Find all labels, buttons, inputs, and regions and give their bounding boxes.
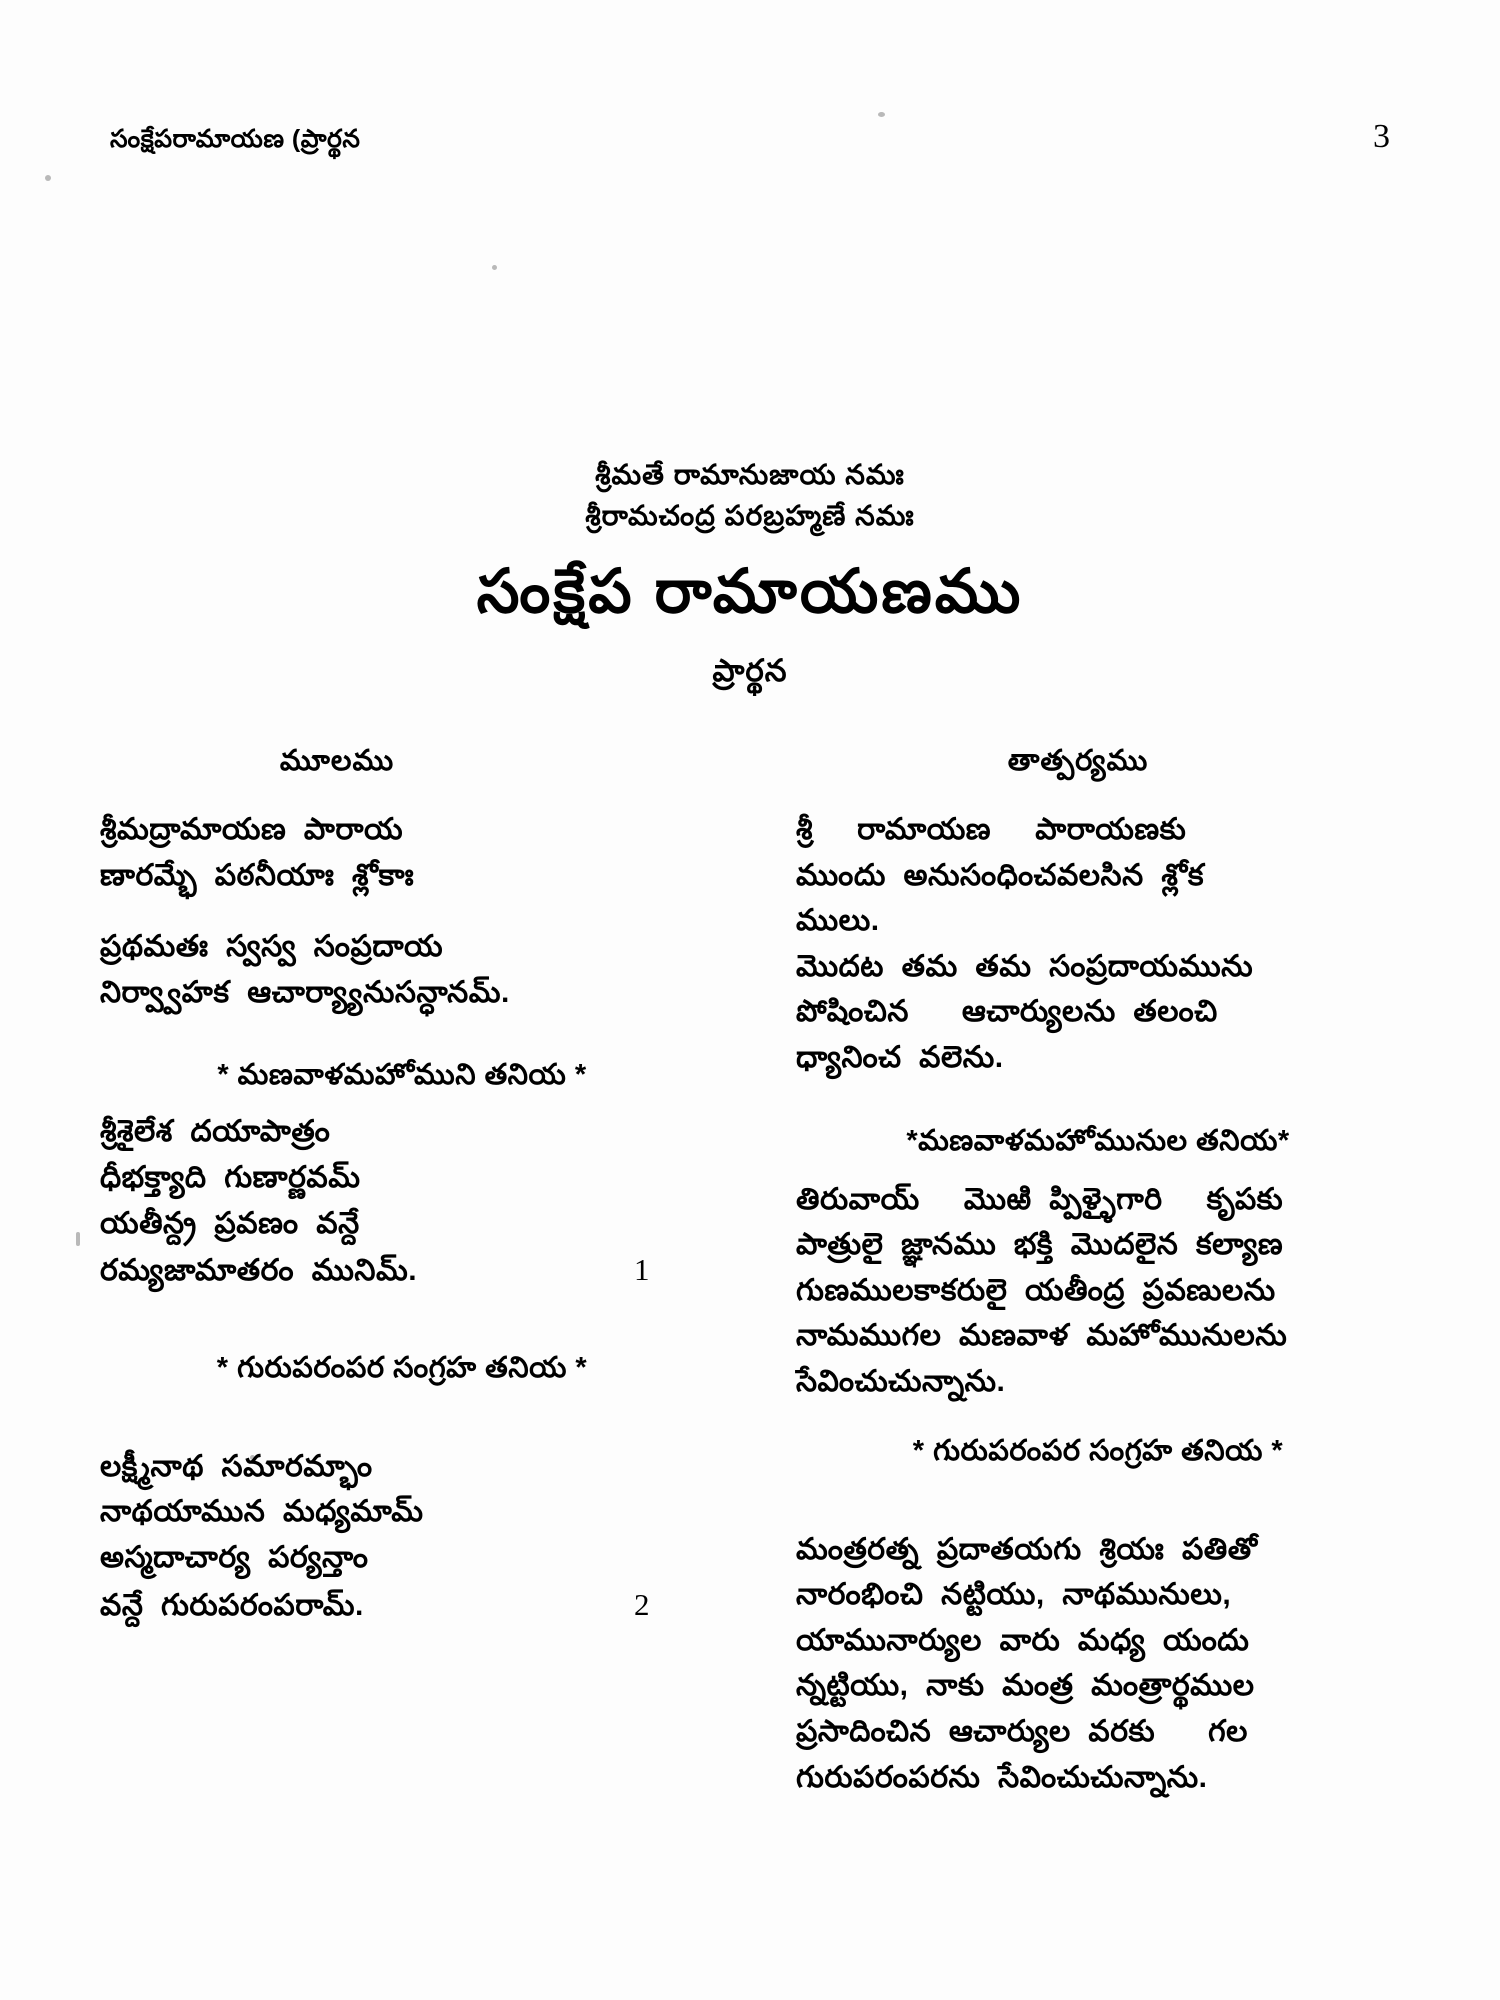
verse-line: శ్రీశైలేశ దయాపాత్రం: [100, 1115, 331, 1149]
column-taatparyamu: [796, 745, 1400, 1800]
heading-guruparampara-tani: * గురుపరంపర సంగ్రహ తనియ *: [216, 1351, 588, 1384]
verse-2: [100, 1444, 704, 1628]
verse-line: మంత్రరత్న ప్రదాతయగు శ్రియః పతితో: [796, 1532, 1258, 1566]
verse-line: ప్రథమతః స్వస్వ సంప్రదాయ: [100, 930, 444, 964]
heading-guruparampara-tani: * గురుపరంపర సంగ్రహ తనియ *: [912, 1434, 1284, 1467]
verse-line: గురుపరంపరను సేవించుచున్నాను.: [796, 1760, 1208, 1794]
verse-line: అస్మదాచార్య పర్యన్తాం: [100, 1540, 369, 1574]
verse-line: పోషించిన ఆచార్యులను తలంచి: [796, 995, 1218, 1029]
running-title: సంక్షేపరామాయణ (ప్రార్థన: [110, 125, 361, 153]
verse-number: 1: [634, 1252, 650, 1288]
scan-speckle: [878, 112, 885, 117]
text-block-prathamatah: [100, 924, 704, 1015]
commentary-1: [796, 1177, 1400, 1405]
verse-line: తిరువాయ్ మొఱి ప్పిళ్ళైగారి కృపకు: [796, 1182, 1284, 1216]
text-block-intro: [100, 807, 704, 898]
scan-speckle: [45, 175, 51, 181]
body-columns: [100, 745, 1400, 1800]
text-block-prathamatah: [796, 944, 1400, 1081]
verse-line: శ్రీ రామాయణ పారాయణకు: [796, 813, 1187, 846]
verse-line: నిర్వ్వాహక ఆచార్య్యానుసన్ధానమ్.: [100, 975, 510, 1009]
verse-line: ములు.: [796, 904, 880, 938]
invocation-line-1: శ్రీమతే రామానుజాయ నమః: [595, 459, 905, 490]
verse-line: పాత్రులై జ్ఞానము భక్తి మొదలైన కల్యాణ: [796, 1228, 1284, 1262]
verse-line: నారంభించి నట్టియు, నాథమునులు,: [796, 1578, 1232, 1612]
verse-line: రమ్యజామాతరం మునిమ్.: [100, 1254, 418, 1288]
verse-line: న్నట్టియు, నాకు మంత్ర మంత్రార్థముల: [796, 1669, 1255, 1703]
section-subtitle: ప్రార్థన: [712, 653, 788, 689]
verse-line: ణారమ్భే పఠనీయాః శ్లోకాః: [100, 858, 415, 892]
verse-line: ముందు అనుసంధించవలసిన శ్లోక: [796, 858, 1204, 892]
invocation-line-2: శ్రీరామచంద్ర పరబ్రహ్మణే నమః: [585, 499, 915, 531]
column-heading-moolamu: మూలము: [279, 745, 395, 777]
verse-line: సేవించుచున్నాను.: [796, 1364, 1006, 1398]
heading-manavala-tani: * మణవాళమహోముని తనియ *: [217, 1059, 587, 1092]
commentary-2: [796, 1527, 1400, 1801]
verse-line: మొదట తమ తమ సంప్రదాయమును: [796, 949, 1254, 983]
verse-line: వన్దే గురుపరంపరామ్.: [100, 1588, 364, 1622]
verse-line: యతీన్ద్ర ప్రవణం వన్దే: [100, 1206, 360, 1240]
column-moolamu: [100, 745, 704, 1800]
verse-line: ధ్యానించ వలెను.: [796, 1040, 1004, 1074]
column-heading-taatparyamu: తాత్పర్యము: [1007, 745, 1149, 777]
scan-speckle: [492, 265, 497, 270]
verse-line: నాథయామున మధ్యమామ్: [100, 1495, 424, 1529]
verse-line: నామముగల మణవాళ మహోమునులను: [796, 1319, 1288, 1353]
verse-line: లక్ష్మీనాథ సమారమ్భాం: [100, 1449, 373, 1483]
page-number: 3: [1373, 118, 1390, 155]
page-header: [110, 118, 1390, 160]
verse-line: యామునార్యుల వారు మధ్య యందు: [796, 1623, 1250, 1657]
verse-line: ప్రసాదించిన ఆచార్యుల వరకు గల: [796, 1714, 1248, 1748]
heading-manavala-tani: *మణవాళమహోమునుల తనియ*: [906, 1124, 1290, 1157]
text-block-intro: [796, 807, 1400, 944]
verse-line: శ్రీమద్రామాయణ పారాయ: [100, 813, 404, 846]
title-block: [0, 455, 1500, 696]
verse-1: [100, 1109, 704, 1293]
scan-speckle: [76, 1232, 80, 1246]
verse-number: 2: [634, 1586, 650, 1622]
verse-line: ధీభక్త్యాది గుణార్ణవమ్: [100, 1160, 361, 1194]
verse-line: గుణములకాకరులై యతీంద్ర ప్రవణులను: [796, 1273, 1276, 1307]
page-title: సంక్షేప రామాయణము: [476, 557, 1024, 626]
